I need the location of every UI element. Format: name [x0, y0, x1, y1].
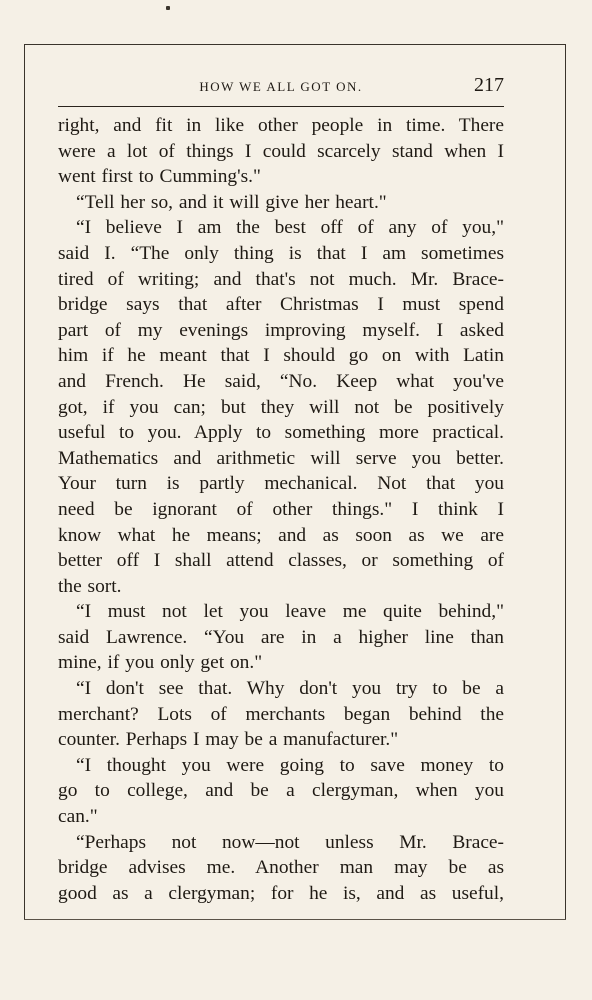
text-line: bridge advises me. Another man may be as — [58, 857, 504, 879]
text-line: said I. “The only thing is that I am sometimes — [58, 242, 504, 264]
text-line: Mathematics and arithmetic will serve you better. — [58, 447, 504, 469]
ink-speck — [166, 6, 170, 10]
text-line: part of my evenings improving myself. I asked — [58, 319, 504, 341]
text-line: good as a clergyman; for he is, and as useful, — [58, 882, 504, 904]
text-line: know what he means; and as soon as we are — [58, 524, 504, 546]
text-line: got, if you can; but they will not be positively — [58, 396, 504, 418]
text-line: “Perhaps not now—not unless Mr. Brace- — [76, 831, 504, 853]
text-line: and French. He said, “No. Keep what you've — [58, 370, 504, 392]
text-line: Your turn is partly mechanical. Not that you — [58, 473, 504, 495]
text-line: him if he meant that I should go on with Latin — [58, 345, 504, 367]
text-line: merchant? Lots of merchants began behind the — [58, 703, 504, 725]
text-line: “I don't see that. Why don't you try to be a — [76, 678, 504, 700]
text-line: better off I shall attend classes, or something of — [58, 550, 504, 572]
header-rule — [58, 106, 504, 107]
text-line: were a lot of things I could scarcely stand when I — [58, 140, 504, 162]
text-line: right, and fit in like other people in time. There — [58, 115, 504, 136]
footer-rule — [24, 919, 566, 920]
text-line: the sort. — [58, 575, 122, 597]
text-line: “Tell her so, and it will give her heart." — [76, 191, 387, 213]
text-line: can." — [58, 806, 98, 828]
text-line: said Lawrence. “You are in a higher line than — [58, 626, 504, 648]
text-line: need be ignorant of other things." I think I — [58, 498, 504, 520]
text-line: go to college, and be a clergyman, when you — [58, 780, 504, 802]
body-text — [58, 113, 504, 906]
text-line: went first to Cumming's." — [58, 166, 261, 188]
text-line: tired of writing; and that's not much. Mr. Brace- — [58, 268, 504, 290]
text-line: “I must not let you leave me quite behind," — [76, 601, 504, 623]
page-number: 217 — [474, 74, 504, 96]
running-title: HOW WE ALL GOT ON. — [199, 79, 363, 94]
text-line: “I thought you were going to save money to — [76, 754, 504, 776]
text-line: counter. Perhaps I may be a manufacturer." — [58, 729, 399, 751]
text-line: “I believe I am the best off of any of you," — [76, 217, 504, 239]
text-line: bridge says that after Christmas I must spend — [58, 294, 504, 316]
running-head — [58, 76, 504, 102]
text-line: mine, if you only get on." — [58, 652, 263, 674]
text-line: useful to you. Apply to something more practical. — [58, 422, 504, 444]
